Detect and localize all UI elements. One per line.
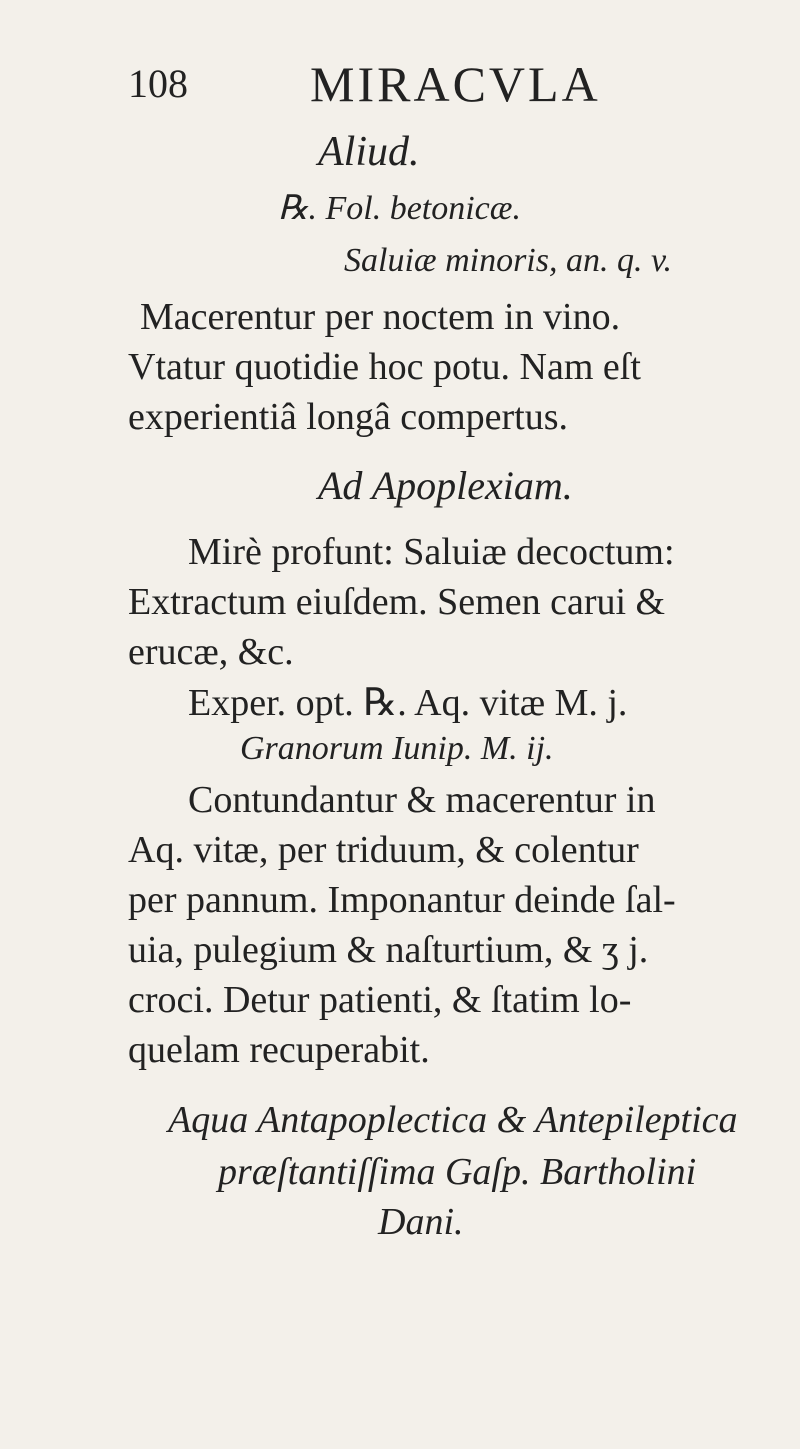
- recipe-line-2: Saluiæ minoris, an. q. v.: [344, 242, 673, 279]
- text-line: quelam recuperabit.: [128, 1029, 430, 1071]
- text-line: per pannum. Imponantur deinde ſal-: [128, 879, 676, 921]
- footer-heading-line: Aqua Antapoplectica & Antepileptica: [168, 1099, 738, 1141]
- text-line: croci. Detur patienti, & ſtatim lo-: [128, 979, 632, 1021]
- section-heading-apoplexiam: Ad Apoplexiam.: [318, 463, 573, 508]
- text-line: Granorum Iunip. M. ij.: [240, 730, 554, 767]
- text-line: Macerentur per noctem in vino.: [140, 296, 621, 338]
- text-line: Extractum eiuſdem. Semen carui &: [128, 581, 666, 623]
- text-line: Contundantur & macerentur in: [188, 779, 656, 821]
- text-line: Mirè profunt: Saluiæ decoctum:: [188, 531, 675, 573]
- text-line: erucæ, &c.: [128, 631, 294, 673]
- recipe-line-1: ℞. Fol. betonicæ.: [278, 190, 521, 227]
- section-heading-aliud: Aliud.: [318, 129, 420, 175]
- footer-heading-line: Dani.: [378, 1201, 464, 1243]
- running-title: MIRACVLA: [310, 56, 601, 112]
- text-line: Exper. opt. ℞. Aq. vitæ M. j.: [188, 682, 628, 724]
- text-line: Aq. vitæ, per triduum, & colentur: [128, 829, 639, 871]
- text-line: experientiâ longâ compertus.: [128, 396, 569, 438]
- text-line: uia, pulegium & naſturtium, & ʒ j.: [128, 929, 649, 971]
- footer-heading-line: præſtantiſſima Gaſp. Bartholini: [218, 1151, 697, 1193]
- text-line: Vtatur quotidie hoc potu. Nam eſt: [128, 346, 641, 388]
- page-number: 108: [128, 61, 188, 106]
